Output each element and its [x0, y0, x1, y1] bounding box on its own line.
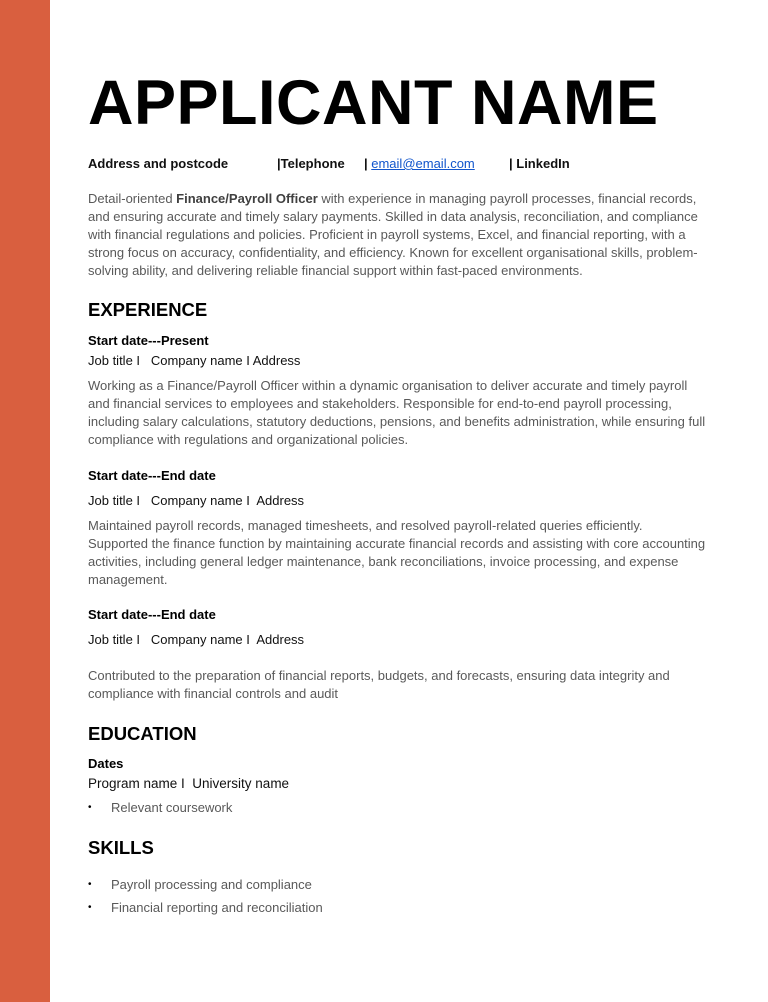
job-role: Job title I Company name I Address: [88, 632, 305, 647]
education-heading: EDUCATION: [88, 723, 197, 744]
experience-heading: EXPERIENCE: [88, 299, 208, 320]
contact-email-separator: |: [364, 156, 372, 171]
profile-summary: [88, 190, 708, 280]
bullet-icon: •: [88, 802, 92, 813]
contact-address: Address and postcode: [88, 156, 229, 171]
bullet-icon: •: [88, 879, 92, 890]
bullet-text: Financial reporting and reconciliation: [111, 900, 323, 915]
contact-linkedin: | LinkedIn: [509, 156, 570, 171]
job-dates: Start date---End date: [88, 607, 216, 622]
summary-prefix: Detail-oriented: [88, 191, 177, 206]
education-dates: Dates: [88, 756, 124, 771]
job-description-continued: Supported the finance function by maintaining accurate financial records and assisting with core accounting activities, including general ledger maintenance, bank reconciliations, invoice processing, and expense management.: [88, 536, 706, 587]
applicant-name: APPLICANT NAME: [88, 68, 659, 138]
job-dates: Start date---End date: [88, 468, 216, 483]
contact-email-link[interactable]: email@email.com: [371, 156, 475, 171]
contact-telephone: |Telephone: [277, 156, 345, 171]
bullet-text: Relevant coursework: [111, 800, 233, 815]
bullet-icon: •: [88, 902, 92, 913]
job-role: Job title I Company name I Address: [88, 493, 305, 508]
job-description: Contributed to the preparation of financial reports, budgets, and forecasts, ensuring data integrity and compliance with financial controls and audit: [88, 668, 670, 701]
skills-heading: SKILLS: [88, 837, 154, 858]
summary-rest: with experience in managing payroll processes, financial records, and ensuring accurate and timely salary payments. Skilled in data analysis, reconciliation, and compliance with financial regulations and policies. Proficient in payroll systems, Excel, and financial reporting, with a strong focus on accuracy, confidentiality, and efficiency. Known for excellent organisational skills, problem-solving ability, and delivering reliable financial support within fast-paced environments.: [88, 191, 698, 278]
contact-email-wrap: [364, 156, 475, 171]
job-description: Maintained payroll records, managed timesheets, and resolved payroll-related queries efficiently.: [88, 518, 643, 533]
bullet-text: Payroll processing and compliance: [111, 877, 312, 892]
education-program: Program name I University name: [88, 776, 290, 791]
job-dates: Start date---Present: [88, 333, 209, 348]
summary-highlight: Finance/Payroll Officer: [176, 191, 318, 206]
job-role: Job title I Company name I Address: [88, 353, 301, 368]
accent-sidebar: [0, 0, 50, 1002]
job-description: Working as a Finance/Payroll Officer within a dynamic organisation to deliver accurate and timely payroll and financial services to employees and stakeholders. Responsible for end-to-end payroll processing, including salary calculations, statutory deductions, pensions, and benefits administration, while ensuring full compliance with regulations and organizational policies.: [88, 378, 706, 447]
